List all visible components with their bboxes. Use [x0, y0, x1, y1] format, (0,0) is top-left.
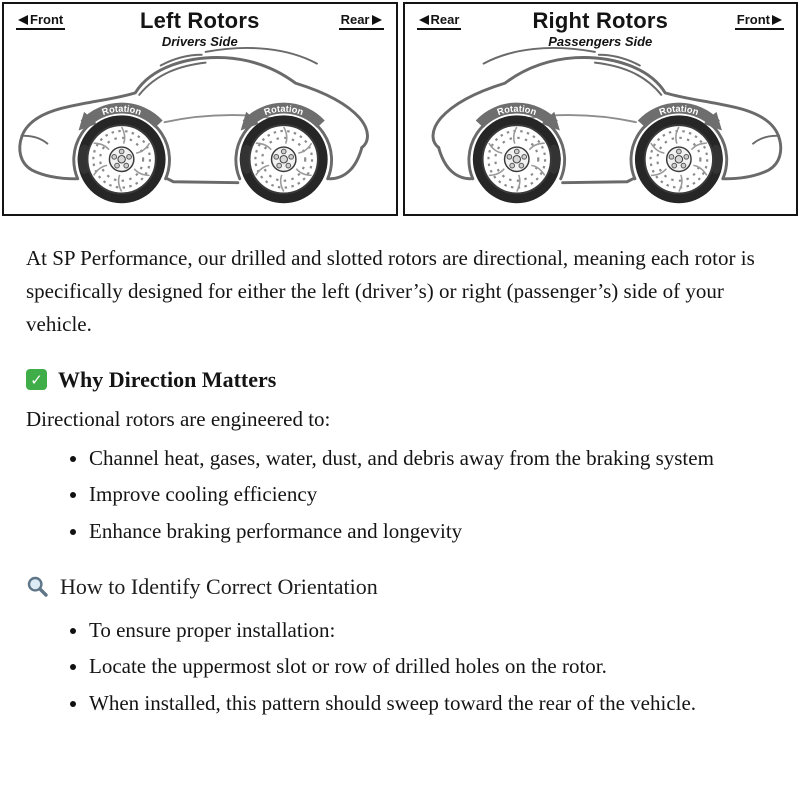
direction-label: Front — [736, 12, 770, 27]
right-arrow-icon — [372, 15, 382, 25]
panel-subtitle: Passengers Side — [548, 34, 653, 49]
direction-label: Rear — [430, 12, 460, 27]
direction-label: Front — [30, 12, 64, 27]
direction-label: Rear — [340, 12, 370, 27]
rotation-label: Rotation — [100, 103, 143, 118]
list-item: • Locate the uppermost slot or row of drilled holes on the rotor. — [89, 650, 774, 683]
rotation-label: Rotation — [495, 103, 538, 118]
list-item: • Enhance braking performance and longevity — [89, 515, 774, 548]
section-heading-identify-orientation — [26, 574, 774, 600]
green-check-icon: ✓ — [26, 369, 47, 390]
intro-paragraph: At SP Performance, our drilled and slotted rotors are directional, meaning each rotor is specifically designed for either the left (driver’s) or right (passenger’s) side of your vehicle. — [26, 246, 755, 336]
article-body — [0, 216, 800, 743]
section-heading-text: How to Identify Correct Orientation — [60, 573, 378, 599]
car-left-side-illustration — [4, 46, 396, 212]
rotor-direction-diagram — [0, 0, 800, 216]
front-direction-arrow — [735, 12, 784, 30]
section-heading-text: Why Direction Matters — [58, 366, 277, 392]
right-arrow-icon — [772, 15, 782, 25]
rear-wheel-rotor — [240, 115, 328, 203]
front-wheel-rotor — [78, 115, 166, 203]
panel-subtitle: Drivers Side — [161, 34, 238, 49]
panel-title: Right Rotors — [532, 8, 669, 33]
panel-title: Left Rotors — [139, 8, 260, 33]
magnifier-icon — [26, 575, 49, 598]
left-rotors-panel — [2, 2, 398, 216]
benefits-list — [26, 442, 774, 548]
list-item: • To ensure proper installation: — [89, 614, 774, 647]
rear-direction-arrow — [339, 12, 384, 30]
right-panel-header — [405, 4, 797, 49]
rotation-label: Rotation — [657, 103, 700, 118]
left-panel-header — [4, 4, 396, 49]
list-item: • Channel heat, gases, water, dust, and debris away from the braking system — [89, 442, 774, 475]
rear-wheel-rotor — [472, 115, 560, 203]
front-wheel-rotor — [634, 115, 722, 203]
car-right-side-illustration — [405, 46, 797, 212]
rotation-label: Rotation — [262, 103, 305, 118]
left-panel-titles — [4, 8, 396, 49]
orientation-steps-list — [26, 614, 774, 720]
section-lead: Directional rotors are engineered to: — [26, 406, 331, 431]
list-item: • Improve cooling efficiency — [89, 478, 774, 511]
right-rotors-panel — [403, 2, 799, 216]
list-item: • When installed, this pattern should sweep toward the rear of the vehicle. — [89, 687, 774, 720]
section-heading-why-direction-matters — [26, 367, 774, 393]
